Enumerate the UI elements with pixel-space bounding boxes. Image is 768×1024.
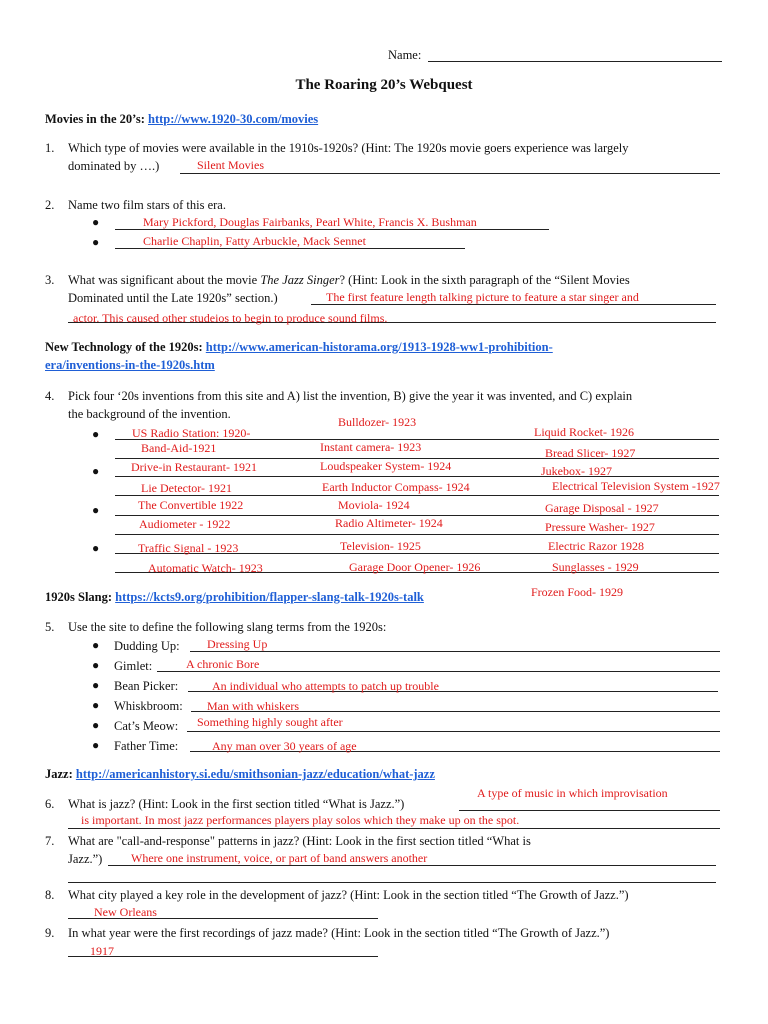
slang-term: Cat’s Meow: bbox=[114, 719, 179, 733]
q2-number: 2. bbox=[45, 198, 55, 212]
slang-term: Bean Picker: bbox=[114, 679, 179, 693]
q6-answer-line-2[interactable] bbox=[68, 828, 720, 829]
page-title: The Roaring 20’s Webquest bbox=[295, 77, 473, 93]
slang-link[interactable]: https://kcts9.org/prohibition/flapper-slang-talk-1920s-talk bbox=[115, 590, 424, 604]
invention-item: Jukebox- 1927 bbox=[541, 464, 612, 478]
slang-term: Gimlet: bbox=[114, 659, 153, 673]
section-title-slang: 1920s Slang: https://kcts9.org/prohibition/flapper-slang-talk-1920s-talk bbox=[45, 590, 424, 604]
q6-answer-line-1[interactable] bbox=[459, 810, 720, 811]
q4-number: 4. bbox=[45, 389, 55, 403]
invention-item: Traffic Signal - 1923 bbox=[138, 541, 239, 555]
slang-answer: Any man over 30 years of age bbox=[212, 739, 357, 753]
q7-answer: Where one instrument, voice, or part of band answers another bbox=[131, 851, 428, 865]
slang-answer: Man with whiskers bbox=[207, 699, 299, 713]
tech-link[interactable]: http://www.american-historama.org/1913-1928-ww1-prohibition- bbox=[205, 340, 553, 354]
invention-item: US Radio Station: 1920- bbox=[132, 426, 251, 440]
q7-answer-line-2[interactable] bbox=[68, 882, 716, 883]
invention-item: Audiometer - 1922 bbox=[139, 517, 231, 531]
invention-item: Bulldozer- 1923 bbox=[338, 415, 417, 429]
q1-number: 1. bbox=[45, 141, 55, 155]
section-title-tech: New Technology of the 1920s: http://www.american-historama.org/1913-1928-ww1-prohibition- bbox=[45, 340, 553, 354]
q3-answer-line-1[interactable] bbox=[311, 304, 716, 305]
q7-question-line2: Jazz.”) bbox=[68, 852, 103, 866]
invention-item: Earth Inductor Compass- 1924 bbox=[322, 480, 470, 494]
invention-item: Drive-in Restaurant- 1921 bbox=[131, 460, 257, 474]
q6-answer-1: A type of music in which improvisation bbox=[477, 786, 668, 800]
slang-answer: A chronic Bore bbox=[186, 657, 260, 671]
q3-number: 3. bbox=[45, 273, 55, 287]
q4-answer-line[interactable] bbox=[115, 495, 719, 496]
bullet-icon: ● bbox=[92, 215, 100, 229]
slang-term: Whiskbroom: bbox=[114, 699, 183, 713]
q2-answer-line-1[interactable] bbox=[115, 229, 549, 230]
invention-item: Television- 1925 bbox=[340, 539, 421, 553]
invention-item: Sunglasses - 1929 bbox=[552, 560, 639, 574]
invention-item: Garage Disposal - 1927 bbox=[545, 501, 659, 515]
slang-answer-line[interactable] bbox=[187, 731, 720, 732]
q6-number: 6. bbox=[45, 797, 55, 811]
q8-number: 8. bbox=[45, 888, 55, 902]
bullet-icon: ● bbox=[92, 235, 100, 249]
movies-link[interactable]: http://www.1920-30.com/movies bbox=[148, 112, 319, 126]
invention-item: Automatic Watch- 1923 bbox=[148, 561, 263, 575]
invention-item: The Convertible 1922 bbox=[138, 498, 244, 512]
q2-question: Name two film stars of this era. bbox=[68, 198, 226, 212]
q9-number: 9. bbox=[45, 926, 55, 940]
bullet-icon: ● bbox=[92, 464, 100, 478]
q7-answer-line[interactable] bbox=[108, 865, 716, 866]
q5-number: 5. bbox=[45, 620, 55, 634]
q1-answer-line[interactable] bbox=[180, 173, 720, 174]
q3-answer-2: actor. This caused other studeios to begin to produce sound films. bbox=[73, 311, 388, 325]
invention-item: Electrical Television System -1927 bbox=[552, 479, 720, 493]
q6-question: What is jazz? (Hint: Look in the first section titled “What is Jazz.”) bbox=[68, 797, 405, 811]
q9-question: In what year were the first recordings of jazz made? (Hint: Look in the section titled “The Growth of Jazz.”) bbox=[68, 926, 610, 940]
slang-answer: Something highly sought after bbox=[197, 715, 343, 729]
q2-answer-line-2[interactable] bbox=[115, 248, 465, 249]
bullet-icon: ● bbox=[92, 503, 100, 517]
bullet-icon: ● bbox=[92, 698, 100, 712]
invention-item: Frozen Food- 1929 bbox=[531, 585, 623, 599]
q4-answer-line[interactable] bbox=[115, 534, 719, 535]
invention-item: Band-Aid-1921 bbox=[141, 441, 217, 455]
q2-answer-1: Mary Pickford, Douglas Fairbanks, Pearl White, Francis X. Bushman bbox=[143, 215, 477, 229]
q4-question-line2: the background of the invention. bbox=[68, 407, 231, 421]
q1-question-line2: dominated by ….) bbox=[68, 159, 160, 173]
q7-question-line1: What are "call-and-response" patterns in jazz? (Hint: Look in the first section titled “What is bbox=[68, 834, 531, 848]
invention-item: Instant camera- 1923 bbox=[320, 440, 422, 454]
q3-question-line1: What was significant about the movie The Jazz Singer? (Hint: Look in the sixth paragraph of the “Silent Movies bbox=[68, 273, 630, 287]
invention-item: Pressure Washer- 1927 bbox=[545, 520, 655, 534]
invention-item: Garage Door Opener- 1926 bbox=[349, 560, 481, 574]
section-title-movies: Movies in the 20’s: http://www.1920-30.com/movies bbox=[45, 112, 319, 126]
q4-question-line1: Pick four ‘20s inventions from this site and A) list the invention, B) give the year it was invented, and C) explain bbox=[68, 389, 633, 403]
q9-answer-line[interactable] bbox=[68, 956, 378, 957]
slang-term: Dudding Up: bbox=[114, 639, 180, 653]
bullet-icon: ● bbox=[92, 658, 100, 672]
slang-answer-line[interactable] bbox=[190, 651, 720, 652]
q7-number: 7. bbox=[45, 834, 55, 848]
invention-item: Liquid Rocket- 1926 bbox=[534, 425, 634, 439]
slang-term: Father Time: bbox=[114, 739, 179, 753]
invention-item: Bread Slicer- 1927 bbox=[545, 446, 636, 460]
bullet-icon: ● bbox=[92, 427, 100, 441]
section-title-jazz: Jazz: http://americanhistory.si.edu/smithsonian-jazz/education/what-jazz bbox=[45, 767, 435, 781]
q3-question-line2: Dominated until the Late 1920s” section.) bbox=[68, 291, 278, 305]
slang-answer-line[interactable] bbox=[157, 671, 720, 672]
invention-item: Moviola- 1924 bbox=[338, 498, 410, 512]
invention-item: Electric Razor 1928 bbox=[548, 539, 644, 553]
q1-question-line1: Which type of movies were available in the 1910s-1920s? (Hint: The 1920s movie goers experience was largely bbox=[68, 141, 629, 155]
slang-answer: Dressing Up bbox=[207, 637, 268, 651]
bullet-icon: ● bbox=[92, 638, 100, 652]
name-label: Name: bbox=[388, 48, 422, 62]
name-line[interactable] bbox=[428, 61, 722, 62]
q4-answer-line[interactable] bbox=[115, 476, 719, 477]
q9-answer: 1917 bbox=[90, 944, 114, 958]
q2-answer-2: Charlie Chaplin, Fatty Arbuckle, Mack Sennet bbox=[143, 234, 366, 248]
q3-answer-1: The first feature length talking picture to feature a star singer and bbox=[326, 290, 639, 304]
bullet-icon: ● bbox=[92, 738, 100, 752]
tech-link-cont[interactable]: era/inventions-in-the-1920s.htm bbox=[45, 358, 215, 372]
jazz-link[interactable]: http://americanhistory.si.edu/smithsonian-jazz/education/what-jazz bbox=[75, 767, 435, 781]
bullet-icon: ● bbox=[92, 541, 100, 555]
invention-item: Loudspeaker System- 1924 bbox=[320, 459, 452, 473]
slang-answer: An individual who attempts to patch up trouble bbox=[212, 679, 439, 693]
q5-question: Use the site to define the following slang terms from the 1920s: bbox=[68, 620, 387, 634]
bullet-icon: ● bbox=[92, 678, 100, 692]
invention-item: Lie Detector- 1921 bbox=[141, 481, 233, 495]
q6-answer-2: is important. In most jazz performances players play solos which they make up on the spot. bbox=[81, 813, 520, 827]
bullet-icon: ● bbox=[92, 718, 100, 732]
q8-answer: New Orleans bbox=[94, 905, 157, 919]
invention-item: Radio Altimeter- 1924 bbox=[335, 516, 443, 530]
q8-question: What city played a key role in the development of jazz? (Hint: Look in the section titled “The Growth of Jazz.”) bbox=[68, 888, 629, 902]
q1-answer: Silent Movies bbox=[197, 158, 265, 172]
